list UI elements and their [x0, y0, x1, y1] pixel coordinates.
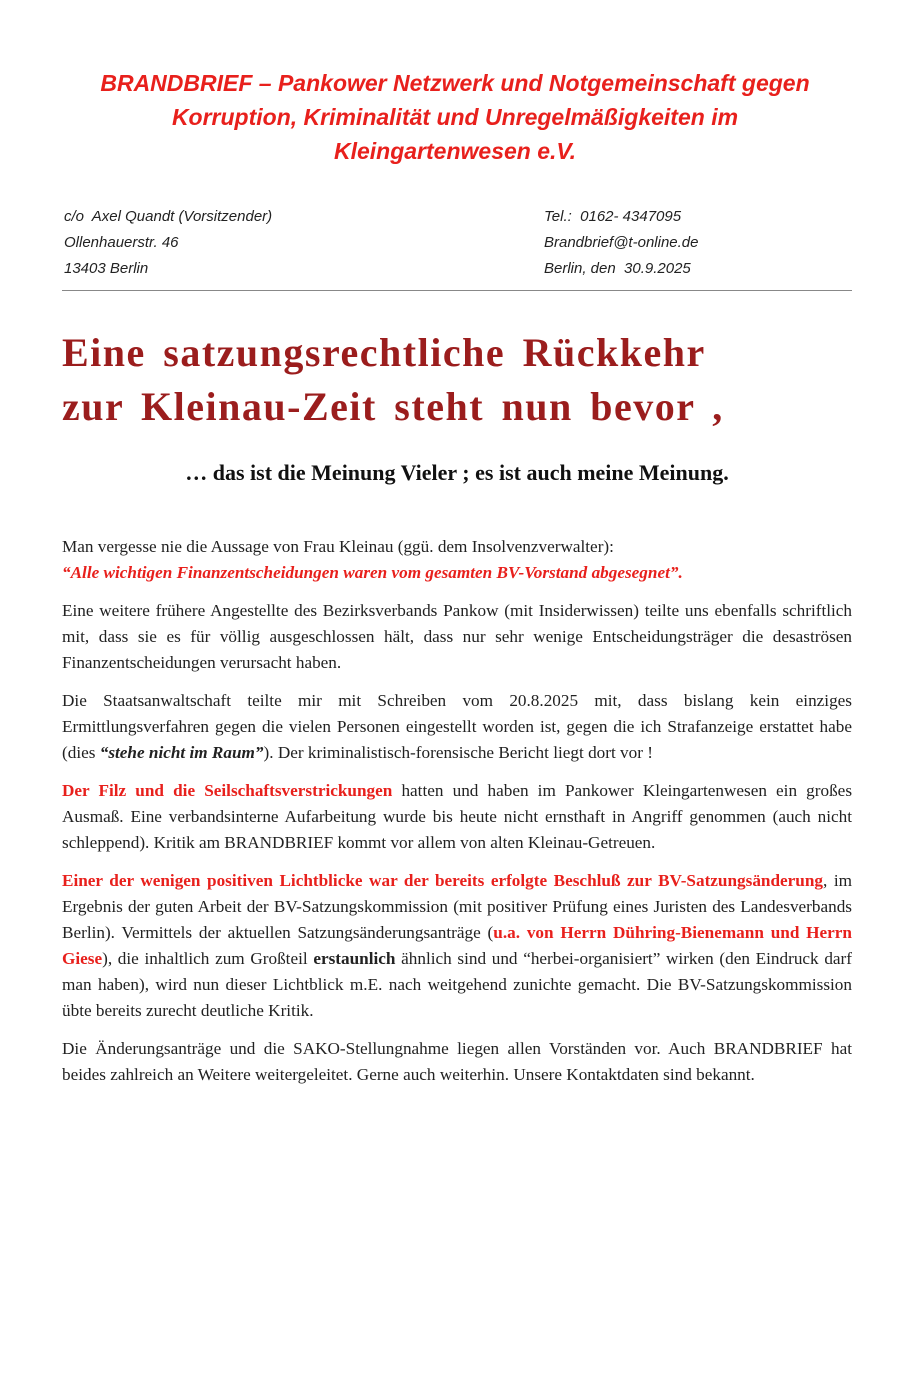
- organization-title: [60, 66, 850, 168]
- sender-name-line: c/o Axel Quandt (Vorsitzender): [64, 208, 273, 225]
- organization-title-line-2: Korruption, Kriminalität und Unregelmäßigkeiten im: [171, 104, 739, 130]
- sender-street-line: Ollenhauerstr. 46: [64, 234, 179, 251]
- paragraph-5: [62, 868, 852, 1024]
- date-line: Berlin, den 30.9.2025: [544, 260, 691, 277]
- letter-body: [62, 534, 852, 1100]
- kleinau-quote: “Alle wichtigen Finanzentscheidungen waren vom gesamten BV-Vorstand abgesegnet”.: [62, 563, 683, 582]
- header-divider: [62, 290, 852, 291]
- paragraph-4-text: hatten und haben im Pankower Kleingartenwesen ein großes Ausmaß. Eine verbandsinterne Aufarbeitung wurde bis heute nicht ernsthaft in Angriff genommen (auch nicht schleppend). Kritik am BRANDBRIEF kommt vor allem von alten Kleinau-Getreuen.: [62, 781, 853, 852]
- filz-highlight: Der Filz und die Seilschaftsverstrickungen: [62, 781, 393, 800]
- lichtblick-highlight: Einer der wenigen positiven Lichtblicke war der bereits erfolgte Beschluß zur BV-Satzungsänderung: [62, 871, 824, 890]
- paragraph-1: [62, 534, 852, 586]
- organization-title-line-1: BRANDBRIEF – Pankower Netzwerk und Notgemeinschaft gegen: [100, 70, 810, 96]
- names-highlight: u.a. von Herrn Dühring-Bienemann und Herrn Giese: [62, 923, 852, 968]
- headline: [62, 326, 852, 434]
- paragraph-4: [62, 778, 852, 856]
- erstaunlich-bold: erstaunlich: [313, 949, 396, 968]
- contact-block: [544, 204, 698, 282]
- paragraph-2: Eine weitere frühere Angestellte des Bezirksverbands Pankow (mit Insiderwissen) teilte uns ebenfalls schriftlich mit, dass sie es für völlig ausgeschlossen hält, dass nur sehr wenige Entscheidungsträger die desaströsen Finanzentscheidungen verursacht haben.: [62, 601, 852, 672]
- headline-line-2: zur Kleinau-Zeit steht nun bevor ,: [62, 384, 724, 429]
- paragraph-3-end: ). Der kriminalistisch-forensische Bericht liegt dort vor !: [263, 743, 653, 762]
- sender-city-line: 13403 Berlin: [64, 260, 149, 277]
- paragraph-3: [62, 688, 852, 766]
- prosecutor-quote: “stehe nicht im Raum”: [99, 743, 264, 762]
- headline-line-1: Eine satzungsrechtliche Rückkehr: [62, 330, 706, 375]
- phone-line: Tel.: 0162- 4347095: [544, 208, 682, 225]
- paragraph-5-text-b: ), die inhaltlich zum Großteil: [102, 949, 314, 968]
- organization-title-line-3: Kleingartenwesen e.V.: [333, 138, 577, 164]
- paragraph-6: Die Änderungsanträge und die SAKO-Stellungnahme liegen allen Vorständen vor. Auch BRANDBRIEF hat beides zahlreich an Weitere weitergeleitet. Gerne auch weiterhin. Unsere Kontaktdaten sind bekannt.: [62, 1039, 852, 1084]
- paragraph-3-text: Die Staatsanwaltschaft teilte mir mit Schreiben vom 20.8.2025 mit, dass bislang kein einziges Ermittlungsverfahren gegen die vielen Personen eingestellt worden ist, gegen die ich Strafanzeige erstattet habe (dies: [62, 691, 852, 762]
- paragraph-5-text-a: , im Ergebnis der guten Arbeit der BV-Satzungskommission (mit positiver Prüfung eines Juristen des Landesverbands Berlin). Vermittels der aktuellen Satzungsänderungsanträge (: [62, 871, 852, 942]
- paragraph-1-intro: Man vergesse nie die Aussage von Frau Kleinau (ggü. dem Insolvenzverwalter):: [62, 537, 614, 556]
- subheadline: … das ist die Meinung Vieler ; es ist auch meine Meinung.: [185, 460, 729, 485]
- sender-address: [64, 204, 272, 282]
- paragraph-5-text-c: ähnlich sind und “herbei-organisiert” wirken (den Eindruck darf man haben), wird nun dieser Lichtblick m.E. nach weitgehend zunichte gemacht. Die BV-Satzungskommission übte bereits zurecht deutliche Kritik.: [62, 949, 852, 1020]
- email-line: Brandbrief@t-online.de: [544, 234, 699, 251]
